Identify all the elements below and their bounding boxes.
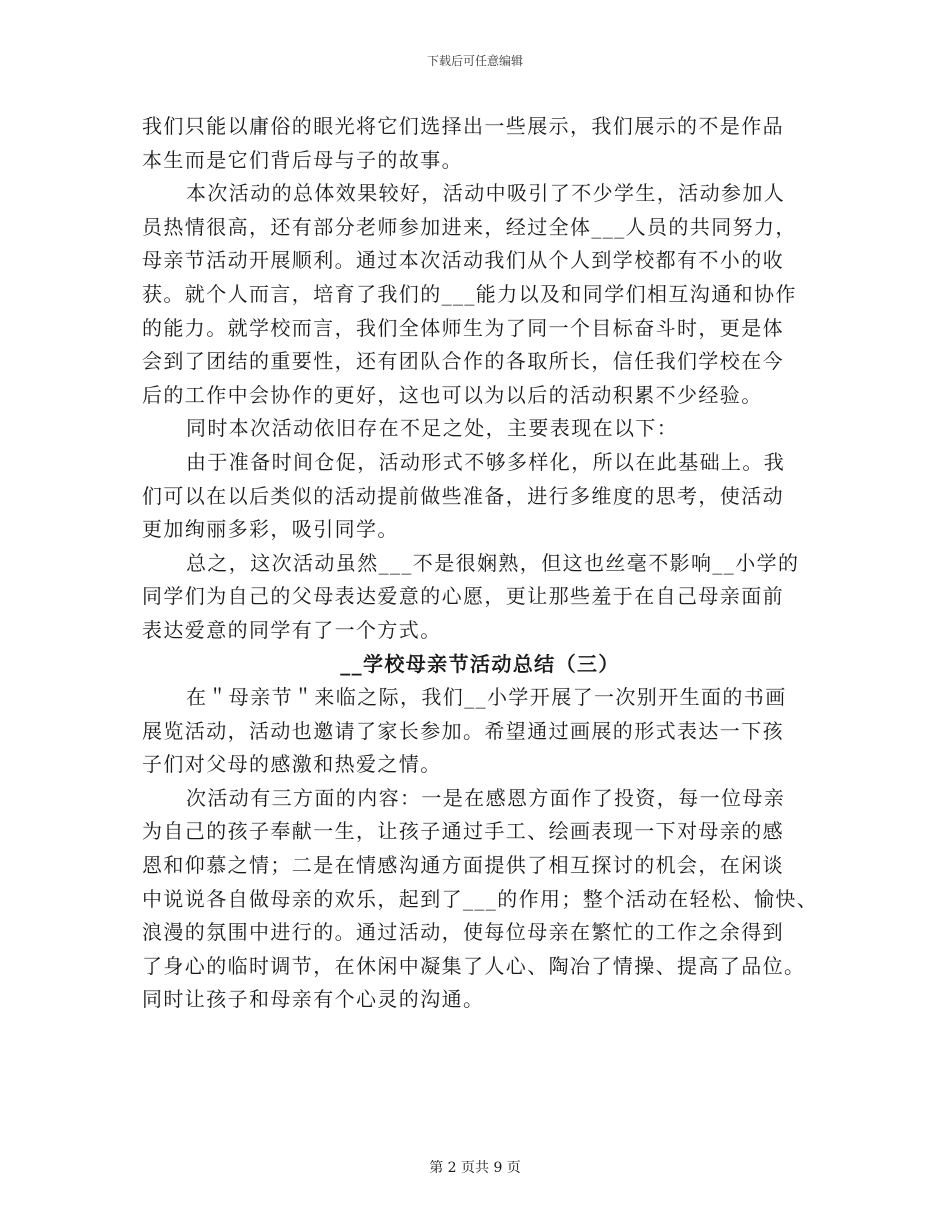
text-line: 员热情很高，还有部分老师参加进来，经过全体___人员的共同努力， [142,214,797,239]
page-footer: 第 2 页共 9 页 [429,1160,521,1176]
paragraph [142,446,818,547]
text-line: 中说说各自做母亲的欢乐，起到了___的作用；整个活动在轻松、愉快、 [142,886,819,911]
paragraph [142,782,818,1017]
text-line: 为自己的孩子奉献一生，让孩子通过手工、绘画表现一下对母亲的感 [142,819,784,844]
paragraph [142,412,818,446]
text-line: 恩和仰慕之情；二是在情感沟通方面提供了相互探讨的机会，在闲谈 [142,853,784,878]
text-line: 总之，这次活动虽然___不是很娴熟，但这也丝毫不影响__小学的 [186,550,800,575]
text-line: 母亲节活动开展顺利。通过本次活动我们从个人到学校都有不小的收 [142,248,784,273]
text-line: 们可以在以后类似的活动提前做些准备，进行多维度的思考，使活动 [142,483,784,508]
text-line: 了身心的临时调节，在休闲中凝集了人心、陶冶了情操、提高了品位。 [142,953,806,978]
text-line: 浪漫的氛围中进行的。通过活动，使每位母亲在繁忙的工作之余得到 [142,920,784,945]
text-line: 由于准备时间仓促，活动形式不够多样化，所以在此基础上。我 [186,449,786,474]
text-line: 本次活动的总体效果较好，活动中吸引了不少学生，活动参加人 [186,181,786,206]
text-line: 同学们为自己的父母表达爱意的心愿，更让那些羞于在自己母亲面前 [142,584,784,609]
text-line: 次活动有三方面的内容：一是在感恩方面作了投资，每一位母亲 [186,785,786,810]
document-body [142,110,818,1017]
text-line: 同时本次活动依旧存在不足之处，主要表现在以下： [186,416,679,441]
paragraph [142,681,818,782]
text-line: 会到了团结的重要性，还有团队合作的各取所长，信任我们学校在今 [142,349,784,374]
text-line: 获。就个人而言，培育了我们的___能力以及和同学们相互沟通和协作 [142,281,797,306]
text-line: 本生而是它们背后母与子的故事。 [142,147,463,172]
text-line: 表达爱意的同学有了一个方式。 [142,617,442,642]
text-line: 后的工作中会协作的更好，这也可以为以后的活动积累不少经验。 [142,382,763,407]
text-line: 更加绚丽多彩，吸引同学。 [142,517,399,542]
paragraph [142,547,818,648]
section-title: __学校母亲节活动总结（三） [340,651,620,676]
text-line: 子们对父母的感激和热爱之情。 [142,752,442,777]
text-line: 我们只能以庸俗的眼光将它们选择出一些展示，我们展示的不是作品 [142,114,784,138]
paragraph [142,177,818,412]
text-line: 的能力。就学校而言，我们全体师生为了同一个目标奋斗时，更是体 [142,315,784,340]
paragraph [142,110,818,177]
text-line: 同时让孩子和母亲有个心灵的沟通。 [142,987,485,1012]
text-line: 展览活动，活动也邀请了家长参加。希望通过画展的形式表达一下孩 [142,718,784,743]
page-header: 下载后可任意编辑 [426,54,523,68]
text-line: 在＂母亲节＂来临之际，我们__小学开展了一次别开生面的书画 [186,685,787,710]
